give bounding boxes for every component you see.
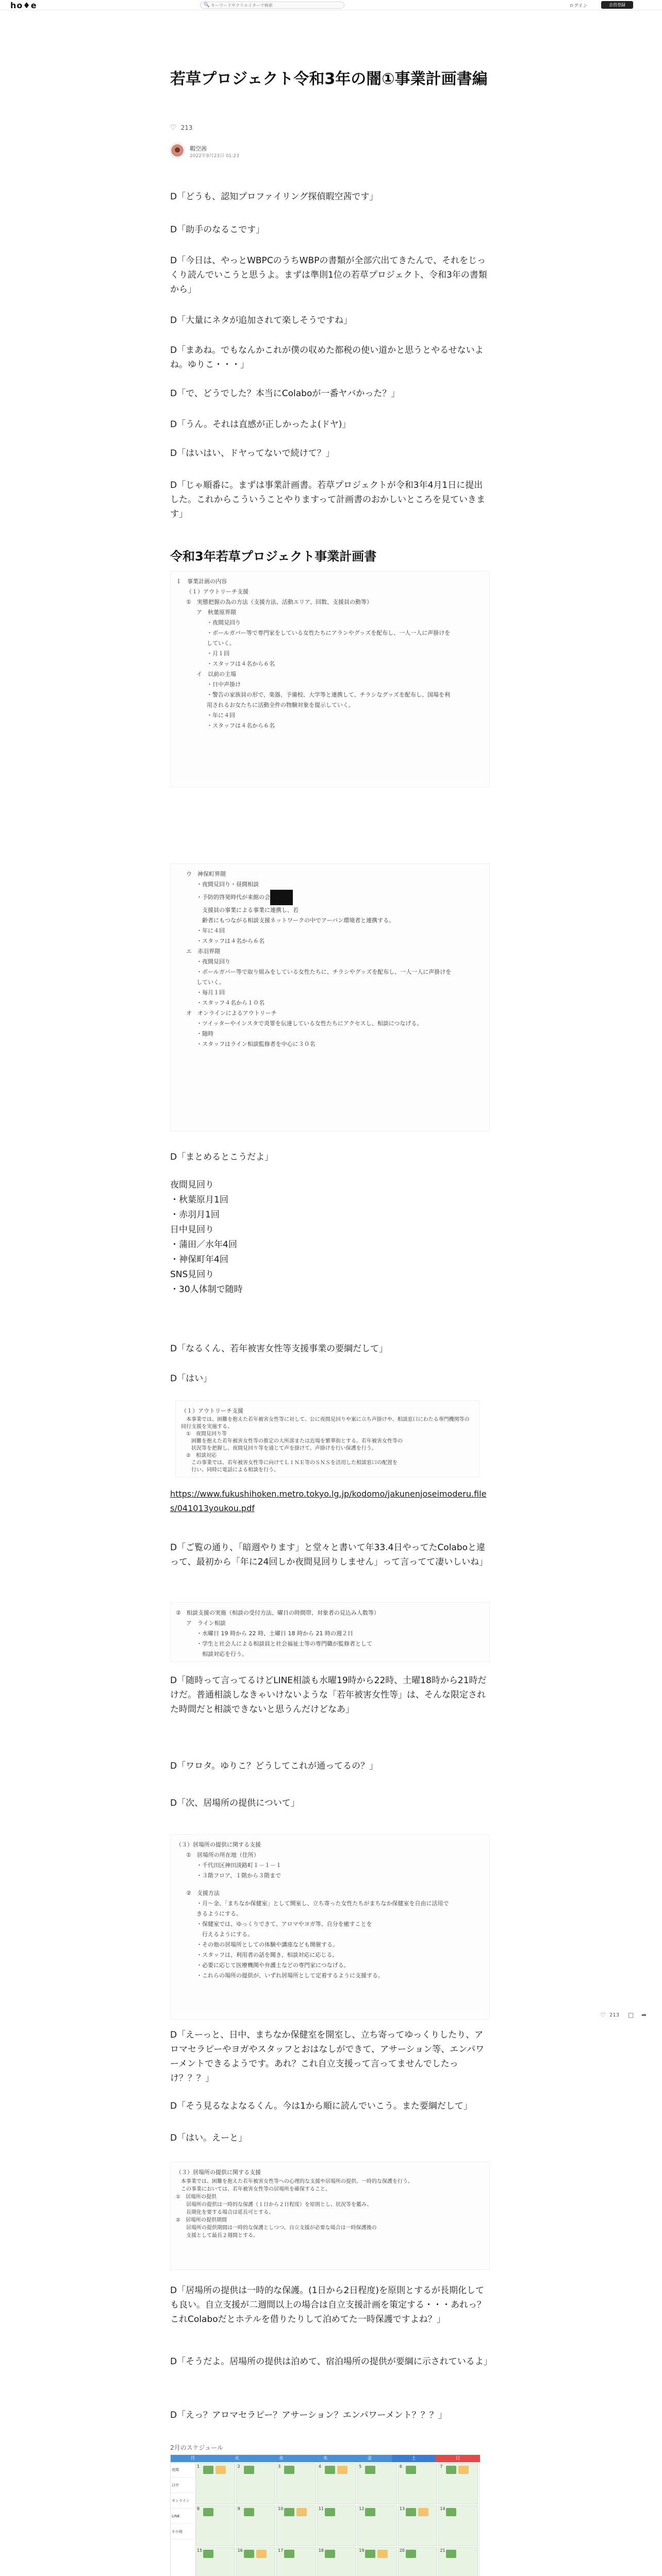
doc-line: ・スタッフは４名から６名: [207, 660, 275, 667]
calendar-day-cell: [276, 2547, 316, 2576]
event-marker: [296, 2508, 307, 2516]
event-marker: [284, 2466, 294, 2474]
event-marker: [203, 2550, 213, 2558]
document-image-plan-2[interactable]: [170, 863, 490, 1131]
day-number: 3: [278, 2464, 281, 2469]
calendar-day-cell: [276, 2505, 316, 2547]
event-marker: [446, 2550, 456, 2558]
doc-line: ・夜間見回り・昼間相談: [196, 881, 259, 888]
doc-line: ・夜間見回り: [196, 958, 230, 965]
doc-line: ② 相談対応: [181, 1453, 217, 1459]
calendar-day-cell: [236, 2505, 276, 2547]
heart-icon[interactable]: ♡: [170, 124, 177, 132]
doc-line: ・月〜金、「まちなか保健室」として開室し、立ち寄った女性たちがまちなか保健室を自由に活用できるようにする。: [196, 1900, 449, 1917]
calendar-day-cell: [317, 2547, 357, 2576]
doc-line: ・千代田区神田淡路町１－１－１: [196, 1862, 282, 1869]
paragraph: D「で、どうでした？本当にColaboが一番ヤバかった？」: [170, 388, 400, 399]
doc-line: ・ボールガバー等で専門家をしている女性たちにアランやグッズを配布し、一人一人に声掛けをしていく。: [207, 630, 451, 647]
list-item: 夜間見回り: [170, 1180, 214, 1190]
list-item: 日中見回り: [170, 1225, 214, 1235]
doc-line: ・夜間見回り: [207, 619, 241, 626]
calendar-day-cell: [438, 2505, 478, 2547]
doc-line: 行えるようにする。: [196, 1931, 253, 1938]
event-marker: [406, 2550, 416, 2558]
event-marker: [203, 2508, 213, 2516]
event-marker: [216, 2466, 226, 2474]
doc-line: 本事業では、困難を抱えた若年被害女性等への心理的な支援や居場所の提供、一時的な保護を行う。: [176, 2179, 413, 2184]
event-marker: [337, 2466, 347, 2474]
paragraph: D「えーっと、日中、まちなか保健室を開室し、立ち寄ってゆっくりしたり、アロマセラピーやヨガやスタッフとおはなしができて、アサーション等、エンパワーメントできるようです。あれ？これ自立支援って言ってませんでしたっけ？？？」: [170, 2030, 485, 2083]
doc-line: ・その他の居場所としての体験や講座なども開催する。: [196, 1941, 338, 1948]
day-number: 8: [197, 2506, 200, 2511]
doc-line: 困難を抱えた若年被害女性等の推定の大所部または近場を繁華街とする。若年被害女性等の: [181, 1438, 403, 1444]
top-navigation-bar: [0, 0, 662, 10]
doc-line: ・ボールガバー等で取り組みをしている女性たちに、チラシやグッズを配布し、一人一人に声掛けをしていく。: [196, 969, 452, 986]
doc-line: 支援として最長２週間とする。: [176, 2233, 258, 2239]
doc-line: ・スタッフは４名から６名: [207, 722, 275, 729]
calendar-day-cell: [398, 2505, 438, 2547]
day-number: 12: [359, 2506, 365, 2511]
event-marker: [203, 2466, 213, 2474]
doc-line: 状況等を把握し、夜間見回り等を通じて声を掛けて、声掛けを行い保護を行う。: [181, 1446, 377, 1451]
document-image-plan-1[interactable]: [170, 571, 490, 787]
event-marker: [365, 2466, 375, 2474]
doc-line: ・ツイッターやインスタで炎罪を伝達している女性たちにアクセスし、相談につなげる。: [196, 1020, 423, 1027]
doc-line: ・予防的啓発時代が来館の会: [176, 890, 489, 905]
day-number: 19: [359, 2548, 365, 2553]
list-item: SNS見回り: [170, 1269, 214, 1280]
event-marker: [377, 2550, 388, 2558]
calendar-row-label: LINE: [171, 2509, 194, 2524]
doc-line: ② 居場所の提供期間: [176, 2217, 227, 2223]
event-marker: [406, 2466, 416, 2474]
paragraph: D「じゃ順番に。まずは事業計画書。若草プロジェクトが令和3年4月1日に提出した。これからこういうことやりますって計画書のおかしいところを見ていきます」: [170, 480, 485, 519]
doc-line: ・年に４回: [196, 927, 225, 934]
doc-line: ・年に４回: [207, 712, 235, 719]
day-number: 7: [440, 2464, 443, 2469]
doc-line: （１）アウトリーチ支援: [186, 588, 249, 595]
doc-line: ・３階フロア、１階から３階まで: [196, 1872, 282, 1879]
event-marker: [244, 2466, 254, 2474]
floating-reaction-bar: [600, 2011, 657, 2022]
event-marker: [244, 2550, 254, 2558]
search-box[interactable]: [200, 2, 344, 9]
day-number: 17: [278, 2548, 284, 2553]
day-number: 2: [237, 2464, 240, 2469]
day-number: 20: [399, 2548, 405, 2553]
paragraph: D「居場所の提供は一時的な保護。(1日から2日程度)を原則とするが長期化しても良い。自立支援が二週間以上の場合は自立支援計画を策定する・・・あれっ？これColaboだとホテルを借りたりして泊めてた一時保護ですよね？」: [170, 2285, 486, 2325]
like-count[interactable]: ♡ 213: [170, 124, 193, 132]
doc-line: （３）居場所の提供に関する支援: [176, 1841, 261, 1848]
calendar-weekday-header: [171, 2455, 480, 2462]
doc-line: ・保健室では、ゆっくりできて、アロマやヨガ等、自分を癒すことを: [196, 1921, 372, 1927]
event-marker: [284, 2550, 294, 2558]
doc-line: ② 相談支援の実施（相談の受付方法、曜日の時間帯、対象者の見込み人数等）: [176, 1609, 379, 1616]
paragraph: D「まあね。でもなんかこれが僕の収めた都税の使い道かと思うとやるせないよね。ゆりこ・・・」: [170, 345, 484, 370]
doc-line: ・必要に応じて医療機関や弁護士などの専門家につなげる。: [196, 1962, 350, 1969]
event-marker: [284, 2508, 294, 2516]
paragraph: D「今日は、やっとWBPCのうちWBPの書類が全部穴出てきたんで、それをじっくり読んでいこうと思うよ。まずは準則1位の若草プロジェクト、令和3年の書類から」: [170, 256, 487, 295]
doc-line: 行い、同時に電話による相談を行う。: [181, 1467, 279, 1473]
day-number: 16: [237, 2548, 243, 2553]
like-count-floating: 213: [609, 2012, 620, 2018]
document-image-guideline-outreach[interactable]: [175, 1400, 479, 1478]
list-item: ・蒲田／水年4回: [170, 1240, 237, 1250]
paragraph: D「はい。えーと」: [170, 2133, 247, 2143]
doc-line: 居場所の提供期間は一時的な保護としつつ、自立支援が必要な場合は一時保護後の: [176, 2225, 377, 2231]
doc-line: イ 以前の主場: [196, 671, 236, 677]
day-number: 15: [197, 2548, 203, 2553]
event-marker: [365, 2550, 375, 2558]
event-marker: [418, 2508, 428, 2516]
calendar-day-cell: [276, 2463, 316, 2504]
paragraph: D「うん。それは直感が正しかったよ(ドヤ)」: [170, 419, 351, 430]
doc-line: エ 赤羽界隈: [186, 948, 220, 955]
doc-line: ・水曜日 19 時から 22 時、土曜日 18 時から 21 時の週２日: [196, 1630, 353, 1637]
event-marker: [256, 2550, 267, 2558]
paragraph: D「助手のなるこです」: [170, 225, 265, 235]
schedule-summary-list: [170, 1178, 490, 1297]
doc-line: （１）アウトリーチ支援: [181, 1408, 243, 1414]
paragraph: D「随時って言ってるけどLINE相談も水曜19時から22時、土曜18時から21時だけだ。普通相談しなきゃいけないような「若年被害女性等」は、そんな限定された時間だと相談できないと思うんだけどなあ」: [170, 1675, 487, 1715]
list-item: ・神保町年4回: [170, 1255, 228, 1265]
doc-line: ・スタッフは４名から６名: [196, 938, 264, 944]
login-link[interactable]: ログイン: [569, 4, 588, 9]
calendar-day-cell: [357, 2463, 397, 2504]
doc-line: ・スタッフ４名から１０名: [196, 999, 264, 1006]
signup-button[interactable]: 会員登録: [601, 1, 633, 9]
publish-date: 2022年8月23日 01:23: [190, 154, 239, 159]
paragraph: D「はいはい、ドヤってないで続けて？」: [170, 448, 335, 459]
day-number: 13: [399, 2506, 405, 2511]
list-item: ・30人体制で随時: [170, 1284, 243, 1295]
weekday-label: 日: [436, 2455, 480, 2462]
calendar-day-cell: [317, 2463, 357, 2504]
doc-line: ・日中声掛け: [207, 681, 241, 688]
calendar-row-label: その他: [171, 2524, 194, 2539]
doc-line: ① 居場所の所在地（住所）: [186, 1852, 259, 1858]
doc-line: ・警告の家族員の形で、楽器、予備校、大学等と連携して、チラシなグッズを配布し、国場を利用されるお女たちに活動全件の物験対象を提示していく。: [207, 691, 451, 708]
note-logo[interactable]: ho♦e: [10, 1, 37, 10]
redaction-block: [270, 890, 293, 905]
document-image-line-consultation[interactable]: [170, 1602, 490, 1662]
paragraph: D「どうも、認知プロファイリング探偵暇空茜です」: [170, 192, 378, 202]
doc-line: １ 事業計画の内容: [176, 578, 227, 585]
day-number: 10: [278, 2506, 284, 2511]
weekday-label: 木: [303, 2455, 347, 2462]
event-marker: [406, 2508, 416, 2516]
event-marker: [325, 2466, 335, 2474]
day-number: 11: [318, 2506, 324, 2511]
calendar-day-cell: [398, 2463, 438, 2504]
doc-line: ・毎月１回: [196, 989, 225, 996]
search-input[interactable]: [211, 2, 340, 8]
list-item: ・赤羽月1回: [170, 1210, 220, 1220]
weekday-label: 土: [392, 2455, 436, 2462]
heart-icon[interactable]: ♡: [600, 2011, 606, 2019]
doc-line: ① 夜間見回り等: [181, 1431, 227, 1437]
event-marker: [325, 2550, 335, 2558]
comment-icon[interactable]: □: [628, 2011, 634, 2019]
day-number: 14: [440, 2506, 445, 2511]
doc-line: ・随時: [196, 1030, 213, 1037]
paragraph: D「ワロタ。ゆりこ？どうしてこれが通ってるの？」: [170, 1761, 378, 1771]
doc-line: ・これらの場所の提供が、いずれ居場所として定着するように支援する。: [196, 1972, 384, 1979]
calendar-day-cell: [398, 2547, 438, 2576]
share-icon[interactable]: ➦: [641, 2011, 647, 2019]
doc-line: 支援員の事業による事業に連携し、若: [196, 907, 299, 913]
doc-line: この事業では、若年被害女性等に向けてＬＩＮＥ等のＳＮＳを活用した相談窓口の配置を: [181, 1460, 398, 1466]
doc-line: （３）居場所の提供に関する支援: [176, 2169, 261, 2176]
day-number: 1: [197, 2464, 200, 2469]
day-number: 9: [237, 2506, 240, 2511]
document-image-shelter-plan[interactable]: [170, 1834, 490, 2020]
doc-line: ① 居場所の提供: [176, 2194, 217, 2200]
search-icon: 🔍: [204, 3, 210, 8]
paragraph: D「えっ？アロマセラピー？アサーション？エンパワーメント？？？」: [170, 2410, 447, 2420]
calendar-row-label: 日中: [171, 2478, 194, 2493]
paragraph: D「なるくん、若年被害女性等支援事業の要綱だして」: [170, 1344, 388, 1354]
section-heading: 令和3年若草プロジェクト事業計画書: [170, 549, 377, 564]
doc-line: ・学生と社会人による相談員と社会福祉士等の専門職が監修者として: [196, 1640, 372, 1647]
calendar-day-cell: [438, 2463, 478, 2504]
calendar-day-cell: [438, 2547, 478, 2576]
doc-line: ・スタッフは、利用者の話を聞き、相談対応に応じる。: [196, 1952, 338, 1958]
doc-line: オ オンラインによるアウトリーチ: [186, 1010, 277, 1016]
doc-line: ア ライン相談: [186, 1620, 226, 1626]
doc-line: ・スタッフはライン相談監修者を中心に３０名: [196, 1041, 316, 1047]
paragraph: D「まとめるとこうだよ」: [170, 1152, 274, 1162]
day-number: 21: [440, 2548, 445, 2553]
paragraph: D「ご覧の通り、「暗週やります」と堂々と書いて年33.4日やってたColaboと違って、最初から「年に24回しか夜間見回りしません」って言ってて凄いしいね」: [170, 1543, 488, 1567]
calendar-day-cell: [195, 2547, 235, 2576]
calendar-day-cell: [236, 2463, 276, 2504]
weekday-label: 火: [215, 2455, 259, 2462]
calendar-day-cell: [195, 2463, 235, 2504]
calendar-day-cell: [357, 2505, 397, 2547]
calendar-grid: [194, 2462, 479, 2576]
doc-line: 齢者にもつながる相談支援ネットワークの中でアーバン環境者と連携する。: [196, 917, 395, 924]
doc-line: ・月１回: [207, 650, 229, 657]
weekday-label: 金: [347, 2455, 392, 2462]
doc-line: ウ 神保町界隈: [186, 871, 226, 877]
doc-line: この事業においては、若年被害女性等の居場所を確保すること。: [176, 2187, 330, 2192]
calendar-row-label: オンライン: [171, 2493, 194, 2509]
event-marker: [365, 2508, 375, 2516]
calendar-day-cell: [317, 2505, 357, 2547]
calendar-row-labels: [171, 2462, 194, 2576]
doc-line: ① 実態把握の為の方法（支援方法、活動エリア、回数、支援員の動等）: [186, 599, 372, 605]
doc-line: 本事業では、困難を抱えた若年被害女性等に対して、公に夜間見回りや案に立ち声掛けや、相談窓口にわたる専門機関等の同行支援を実施する。: [181, 1417, 470, 1430]
paragraph: D「そうだよ。居場所の提供は泊めて、宿泊場所の提供が要綱に示されているよ」: [170, 2357, 492, 2367]
event-marker: [244, 2508, 254, 2516]
calendar-day-cell: [236, 2547, 276, 2576]
doc-line: ア 秋葉原界隈: [196, 609, 236, 616]
event-marker: [446, 2508, 456, 2516]
doc-line: 長期化を要する場合は延長可とする。: [176, 2210, 274, 2215]
day-number: 18: [318, 2548, 324, 2553]
weekday-label: 月: [171, 2455, 215, 2462]
day-number: 4: [318, 2464, 321, 2469]
list-item: ・秋葉原月1回: [170, 1195, 228, 1205]
paragraph: D「次、居場所の提供について」: [170, 1798, 300, 1808]
guideline-pdf-link[interactable]: https://www.fukushihoken.metro.tokyo.lg.jp/kodomo/jakunenjoseimoderu.files/041013youkou.pdf: [170, 1489, 487, 1513]
event-marker: [458, 2466, 469, 2474]
weekday-label: 水: [259, 2455, 303, 2462]
calendar-day-cell: [195, 2505, 235, 2547]
day-number: 5: [359, 2464, 362, 2469]
doc-line: 相談対応を行う。: [196, 1651, 247, 1657]
calendar-row-label: 夜間: [171, 2462, 194, 2478]
paragraph: D「はい」: [170, 1374, 212, 1384]
doc-line: 居場所の提供は一時的な保護（１日から２日程度）を原則とし、状況等を鑑み、: [176, 2202, 372, 2208]
paragraph: D「大量にネタが追加されて楽しそうですね」: [170, 315, 353, 326]
paragraph: D「そう見るなよなるくん。今は1から順に読んでいこう。また要綱だして」: [170, 2101, 472, 2111]
avatar[interactable]: [170, 143, 185, 158]
event-marker: [446, 2466, 456, 2474]
calendar-day-cell: [357, 2547, 397, 2576]
event-marker: [325, 2508, 335, 2516]
day-number: 6: [399, 2464, 402, 2469]
article-title: 若草プロジェクト令和3年の闇①事業計画書編: [170, 70, 488, 88]
doc-line: ② 支援方法: [186, 1890, 220, 1896]
author-name[interactable]: 暇空茜: [190, 145, 207, 152]
schedule-caption: 2月のスケジュール: [170, 2444, 223, 2451]
schedule-calendar-image[interactable]: [170, 2454, 479, 2576]
document-image-shelter-guideline[interactable]: [170, 2162, 490, 2270]
